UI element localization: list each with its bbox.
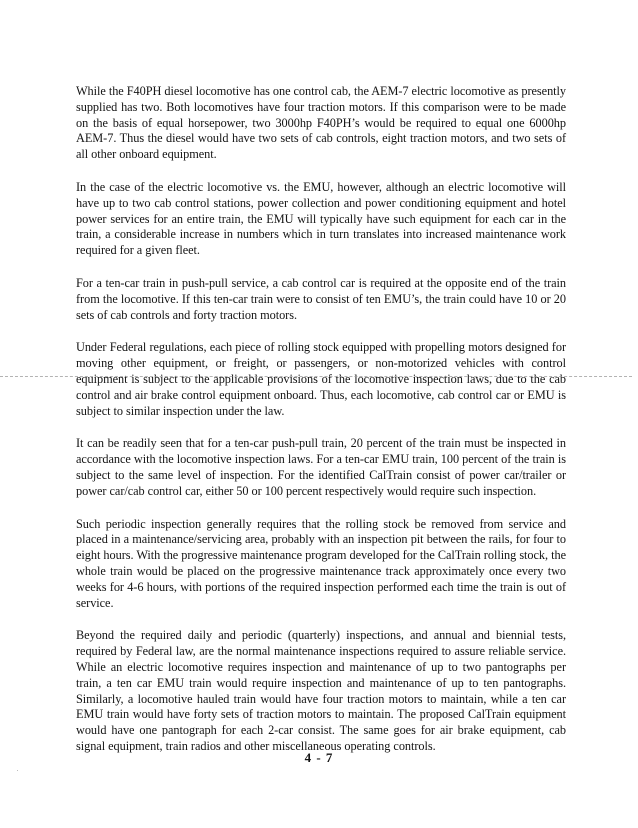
paragraph-5: It can be readily seen that for a ten-car push-pull train, 20 percent of the train must be inspected in accordance with the locomotive inspection laws. For a ten-car EMU train, 100 percent of the train is subject to the same level of inspection. For the identified CalTrain consist of power car/trailer or power car/cab control car, either 50 or 100 percent respectively would require such inspection.: [76, 436, 566, 498]
paragraph-3: For a ten-car train in push-pull service, a cab control car is required at the opposite end of the train from the locomotive. If this ten-car train were to consist of ten EMU’s, the train could have 10 or 20 sets of cab controls and forty traction motors.: [76, 275, 566, 322]
paragraph-1: While the F40PH diesel locomotive has one control cab, the AEM-7 electric locomotive as presently supplied has two. Both locomotives have four traction motors. If this comparison were to be made on the basis of equal horsepower, two 3000hp F40PH’s would be required to equal one 6000hp AEM-7. Thus the diesel would have two sets of cab controls, eight traction motors, and two sets of all other onboard equipment.: [76, 84, 566, 162]
paragraph-2: In the case of the electric locomotive vs. the EMU, however, although an electric locomotive will have up to two cab control stations, power collection and power conditioning equipment and hotel power services for an entire train, the EMU will typically have such equipment for each car in the train, a considerable increase in numbers which in turn translates into increased maintenance work required for a given fleet.: [76, 179, 566, 258]
body-text: [76, 84, 566, 772]
scan-artifact-line: [0, 376, 632, 377]
paragraph-6: Such periodic inspection generally requires that the rolling stock be removed from service and placed in a maintenance/servicing area, probably with an inspection pit between the rails, for four to eight hours. With the progressive maintenance program developed for the CalTrain rolling stock, the whole train would be placed on the progressive maintenance track approximately once every two weeks for 4-6 hours, with portions of the required inspection performed each time the train is out of service.: [76, 516, 566, 610]
page-number: 4 - 7: [304, 750, 334, 765]
scan-speck: [17, 770, 18, 771]
paragraph-4: Under Federal regulations, each piece of rolling stock equipped with propelling motors designed for moving other equipment, or freight, or passengers, or non-motorized vehicles with control equipment is subject to the applicable provisions of the locomotive inspection laws, due to the cab control and air brake control equipment onboard. Thus, each locomotive, cab control car or EMU is subject to similar inspection under the law.: [76, 340, 566, 418]
paragraph-7: Beyond the required daily and periodic (quarterly) inspections, and annual and biennial tests, required by Federal law, are the normal maintenance inspections required to assure reliable service. While an electric locomotive requires inspection and maintenance of up to two pantographs per train, a ten car EMU train would require inspection and maintenance of up to ten pantographs. Similarly, a locomotive hauled train would have four traction motors to maintain, while a ten car EMU train would have forty sets of traction motors to maintain. The proposed CalTrain equipment would have one pantograph for each 2-car consist. The same goes for air brake equipment, cab signal equipment, train radios and other miscellaneous operating controls.: [76, 628, 566, 753]
